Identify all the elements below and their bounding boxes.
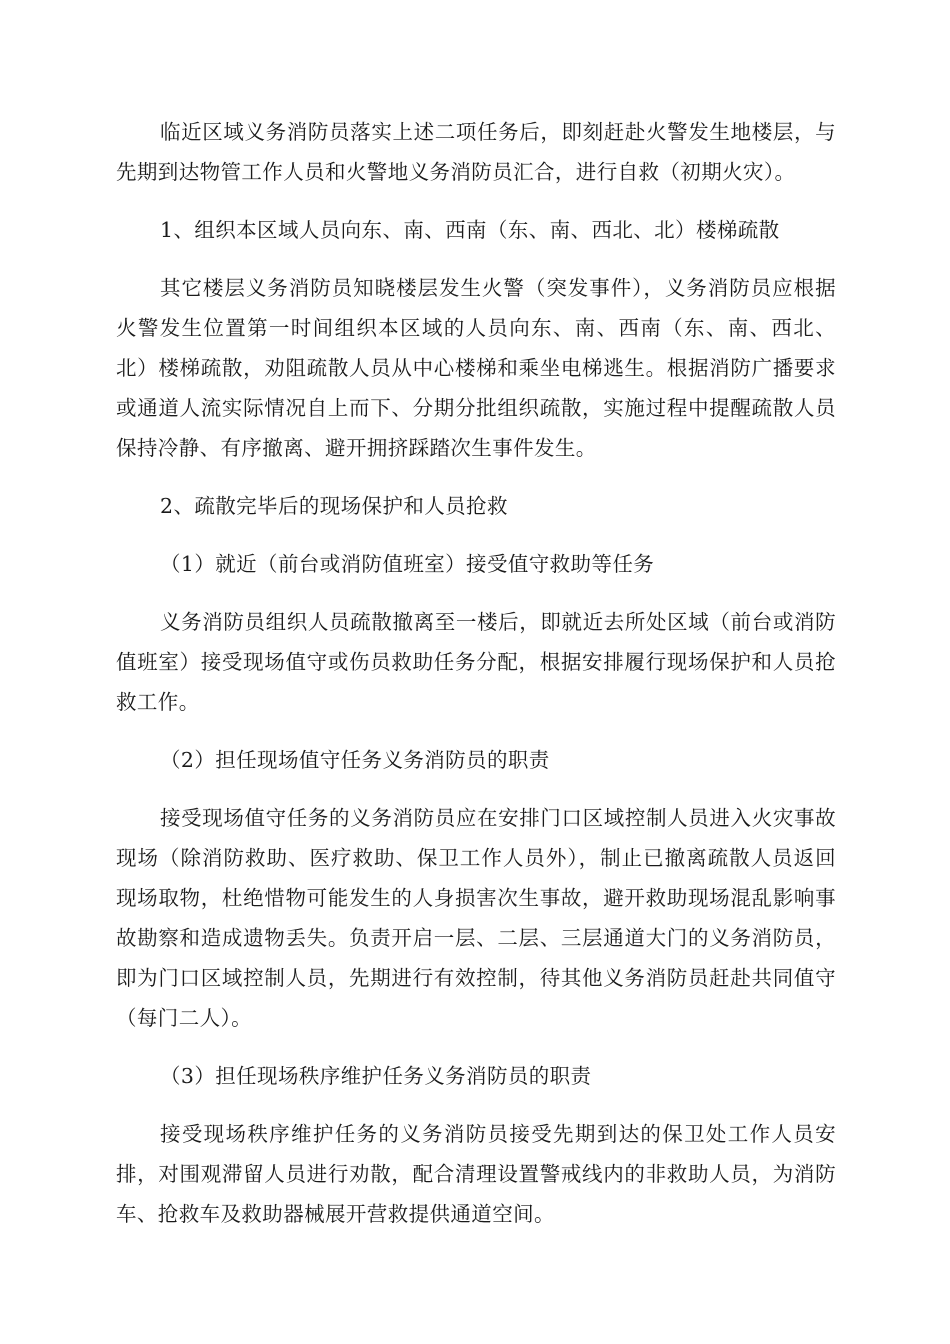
spacer: [116, 780, 836, 798]
subheading-order-maintenance: （3）担任现场秩序维护任务义务消防员的职责: [160, 1064, 592, 1088]
spacer: [116, 192, 836, 210]
spacer: [116, 1038, 836, 1056]
spacer: [116, 526, 836, 544]
spacer: [116, 1096, 836, 1114]
paragraph-duty-assignment: 义务消防员组织人员疏散撤离至一楼后，即就近去所处区域（前台或消防值班室）接受现场值守或伤员救助任务分配，根据安排履行现场保护和人员抢救工作。: [116, 610, 836, 714]
heading-site-protection: 2、疏散完毕后的现场保护和人员抢救: [160, 494, 508, 518]
subheading-guard-duty: （2）担任现场值守任务义务消防员的职责: [160, 748, 550, 772]
subheading-duty-assignment: （1）就近（前台或消防值班室）接受值守救助等任务: [160, 552, 655, 576]
paragraph-order-maintenance: 接受现场秩序维护任务的义务消防员接受先期到达的保卫处工作人员安排，对围观滞留人员进行劝散，配合清理设置警戒线内的非救助人员，为消防车、抢救车及救助器械展开营救提供通道空间。: [116, 1122, 836, 1226]
paragraph-nearby-volunteers: 临近区域义务消防员落实上述二项任务后，即刻赶赴火警发生地楼层，与先期到达物管工作人员和火警地义务消防员汇合，进行自救（初期火灾）。: [116, 120, 836, 184]
heading-evacuation: 1、组织本区域人员向东、南、西南（东、南、西北、北）楼梯疏散: [160, 218, 780, 242]
paragraph-guard-duty: 接受现场值守任务的义务消防员应在安排门口区域控制人员进入火灾事故现场（除消防救助、医疗救助、保卫工作人员外），制止已撤离疏散人员返回现场取物，杜绝惜物可能发生的人身损害次生事故，避开救助现场混乱影响事故勘察和造成遗物丢失。负责开启一层、二层、三层通道大门的义务消防员，即为门口区域控制人员，先期进行有效控制，待其他义务消防员赶赴共同值守（每门二人）。: [116, 806, 836, 1030]
spacer: [116, 250, 836, 268]
spacer: [116, 584, 836, 602]
document-body: [116, 112, 836, 1234]
spacer: [116, 722, 836, 740]
spacer: [116, 468, 836, 486]
paragraph-evacuation: 其它楼层义务消防员知晓楼层发生火警（突发事件），义务消防员应根据火警发生位置第一时间组织本区域的人员向东、南、西南（东、南、西北、北）楼梯疏散，劝阻疏散人员从中心楼梯和乘坐电梯逃生。根据消防广播要求或通道人流实际情况自上而下、分期分批组织疏散，实施过程中提醒疏散人员保持冷静、有序撤离、避开拥挤踩踏次生事件发生。: [116, 276, 836, 460]
